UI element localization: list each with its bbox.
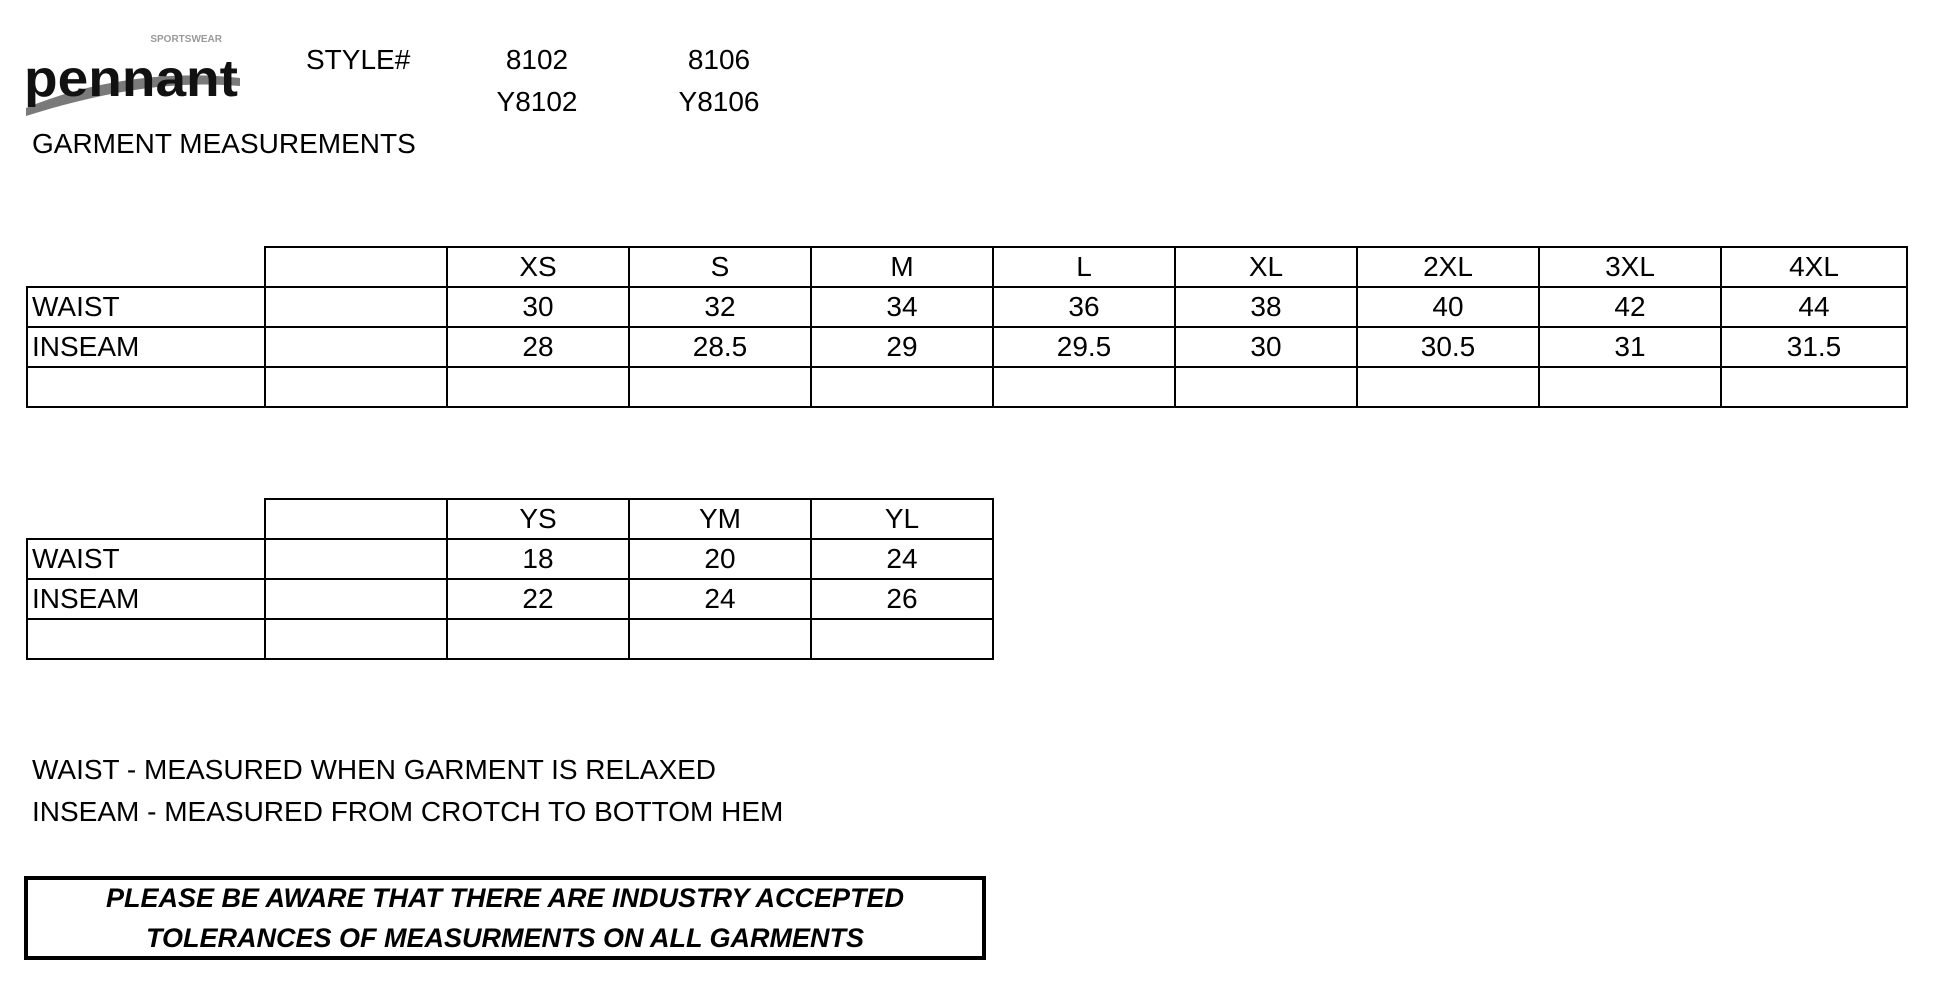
table-row: [27, 287, 1907, 327]
table-cell: 22: [447, 579, 629, 619]
youth-size-table: [26, 498, 994, 660]
table-header-row: [27, 499, 993, 539]
inseam-note: INSEAM - MEASURED FROM CROTCH TO BOTTOM HEM: [32, 796, 784, 827]
notice-line-1: PLEASE BE AWARE THAT THERE ARE INDUSTRY ACCEPTED: [105, 883, 905, 913]
adult-size-table: [26, 246, 1908, 408]
row-label: WAIST: [27, 287, 265, 327]
table-cell: 29: [811, 327, 993, 367]
waist-note: WAIST - MEASURED WHEN GARMENT IS RELAXED: [32, 754, 717, 785]
pennant-logo: [22, 30, 244, 116]
style-y8102: Y8102: [496, 86, 578, 117]
empty-cell: [265, 327, 447, 367]
table-cell: 18: [447, 539, 629, 579]
size-header: 2XL: [1357, 247, 1539, 287]
empty-cell: [265, 619, 447, 659]
empty-cell: [27, 247, 265, 287]
size-header: M: [811, 247, 993, 287]
empty-cell: [811, 619, 993, 659]
row-label: INSEAM: [27, 579, 265, 619]
empty-cell: [629, 367, 811, 407]
table-cell: 30.5: [1357, 327, 1539, 367]
empty-cell: [265, 579, 447, 619]
table-cell: 28.5: [629, 327, 811, 367]
table-cell: 20: [629, 539, 811, 579]
size-header: 3XL: [1539, 247, 1721, 287]
table-header-row: [27, 247, 1907, 287]
table-cell: 31: [1539, 327, 1721, 367]
empty-cell: [811, 367, 993, 407]
empty-cell: [1721, 367, 1907, 407]
empty-cell: [265, 539, 447, 579]
size-header: L: [993, 247, 1175, 287]
table-cell: 34: [811, 287, 993, 327]
pennant-logo-graphic: [22, 30, 244, 116]
size-header: 4XL: [1721, 247, 1907, 287]
table-cell: 30: [447, 287, 629, 327]
logo-tagline: SPORTSWEAR: [150, 34, 222, 45]
table-cell: 24: [811, 539, 993, 579]
table-cell: 24: [629, 579, 811, 619]
empty-cell: [265, 287, 447, 327]
empty-cell: [265, 499, 447, 539]
empty-cell: [27, 499, 265, 539]
table-cell: 29.5: [993, 327, 1175, 367]
table-cell: 42: [1539, 287, 1721, 327]
table-cell: 31.5: [1721, 327, 1907, 367]
size-header: S: [629, 247, 811, 287]
table-cell: 32: [629, 287, 811, 327]
empty-cell: [1175, 367, 1357, 407]
size-header: XL: [1175, 247, 1357, 287]
style-8102: 8102: [505, 44, 569, 75]
tolerance-notice: [24, 876, 986, 960]
empty-cell: [447, 367, 629, 407]
table-cell: 44: [1721, 287, 1907, 327]
empty-cell: [27, 619, 265, 659]
table-cell: 26: [811, 579, 993, 619]
style-y8106: Y8106: [678, 86, 760, 117]
table-cell: 40: [1357, 287, 1539, 327]
size-header: YM: [629, 499, 811, 539]
table-row: [27, 539, 993, 579]
size-header: XS: [447, 247, 629, 287]
size-header: YL: [811, 499, 993, 539]
empty-cell: [1539, 367, 1721, 407]
table-row: [27, 579, 993, 619]
style-label: STYLE#: [306, 44, 411, 75]
table-row-empty: [27, 619, 993, 659]
empty-cell: [629, 619, 811, 659]
table-cell: 30: [1175, 327, 1357, 367]
section-title: GARMENT MEASUREMENTS: [32, 128, 416, 159]
empty-cell: [993, 367, 1175, 407]
empty-cell: [447, 619, 629, 659]
table-cell: 28: [447, 327, 629, 367]
table-row: [27, 327, 1907, 367]
row-label: WAIST: [27, 539, 265, 579]
notice-line-2: TOLERANCES OF MEASURMENTS ON ALL GARMENTS: [145, 923, 865, 953]
table-cell: 38: [1175, 287, 1357, 327]
empty-cell: [265, 367, 447, 407]
table-row-empty: [27, 367, 1907, 407]
empty-cell: [265, 247, 447, 287]
size-header: YS: [447, 499, 629, 539]
row-label: INSEAM: [27, 327, 265, 367]
empty-cell: [27, 367, 265, 407]
empty-cell: [1357, 367, 1539, 407]
style-8106: 8106: [687, 44, 751, 75]
logo-wordmark: pennant: [24, 50, 238, 108]
table-cell: 36: [993, 287, 1175, 327]
